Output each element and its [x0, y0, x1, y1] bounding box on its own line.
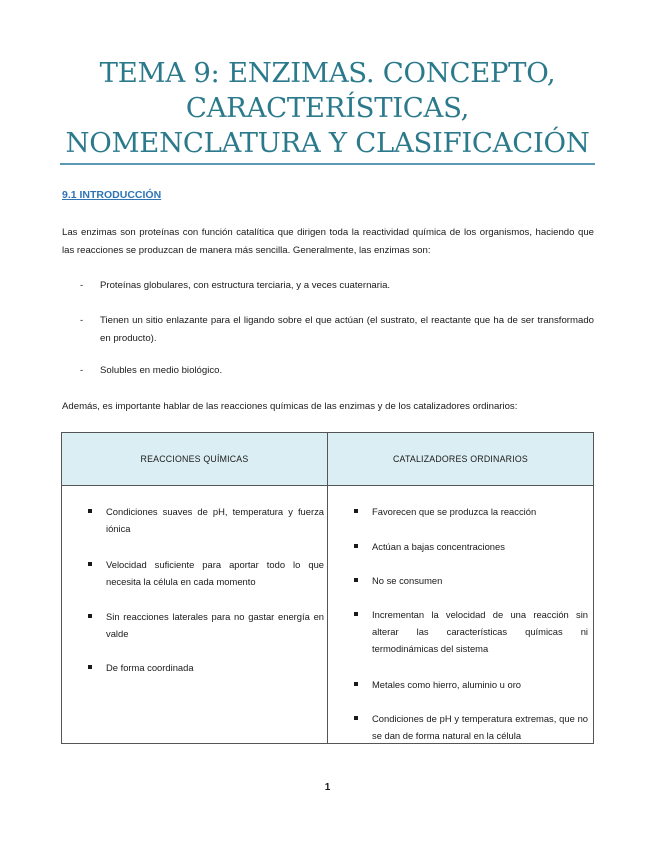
- square-bullet-icon: [354, 682, 358, 686]
- table-bullet-item: [88, 503, 324, 537]
- square-bullet-icon: [354, 544, 358, 548]
- list-item-text: Tienen un sitio enlazante para el ligando sobre el que actúan (el sustrato, el reactante que ha de ser transformado en producto).: [100, 315, 594, 344]
- bullet-text: Actúan a bajas concentraciones: [372, 541, 505, 552]
- table-bullet-item: [354, 710, 588, 744]
- bullet-text: Favorecen que se produzca la reacción: [372, 506, 537, 517]
- bullet-text: Metales como hierro, aluminio u oro: [372, 679, 522, 690]
- dash-bullet: -: [80, 315, 84, 326]
- comparison-table: [61, 432, 594, 744]
- bullet-text: Condiciones de pH y temperatura extremas, que no se dan de forma natural en la célula: [372, 713, 588, 741]
- bullet-text: No se consumen: [372, 575, 443, 586]
- list-item-text: Solubles en medio biológico.: [100, 365, 223, 376]
- square-bullet-icon: [354, 612, 358, 616]
- page-title: TEMA 9: ENZIMAS. CONCEPTO, CARACTERÍSTICAS, NOMENCLATURA Y CLASIFICACIÓN: [65, 57, 590, 159]
- list-item: [80, 277, 594, 295]
- square-bullet-icon: [354, 716, 358, 720]
- table-bullet-item: [88, 556, 324, 590]
- page-number: 1: [324, 782, 331, 793]
- bullet-text: Condiciones suaves de pH, temperatura y fuerza iónica: [106, 506, 324, 534]
- square-bullet-icon: [354, 578, 358, 582]
- bullet-text: Incrementan la velocidad de una reacción sin alterar las características químicas ni termodinámicas del sistema: [372, 609, 588, 654]
- table-bullet-item: [354, 572, 588, 589]
- table-bullet-item: [88, 608, 324, 642]
- square-bullet-icon: [354, 509, 358, 513]
- square-bullet-icon: [88, 562, 92, 566]
- table-bullet-item: [88, 659, 324, 676]
- note-paragraph: Además, es importante hablar de las reacciones químicas de las enzimas y de los catalizadores ordinarios:: [62, 401, 518, 412]
- list-item-text: Proteínas globulares, con estructura terciaria, y a veces cuaternaria.: [100, 280, 391, 291]
- dash-bullet: -: [80, 365, 84, 376]
- square-bullet-icon: [88, 665, 92, 669]
- square-bullet-icon: [88, 509, 92, 513]
- square-bullet-icon: [88, 614, 92, 618]
- list-item: [80, 362, 594, 380]
- table-bullet-item: [354, 503, 588, 520]
- title-divider: [60, 163, 595, 165]
- section-heading: 9.1 INTRODUCCIÓN: [62, 189, 162, 201]
- bullet-text: Velocidad suficiente para aportar todo lo que necesita la célula en cada momento: [106, 559, 324, 587]
- table-bullet-item: [354, 606, 588, 657]
- bullet-text: Sin reacciones laterales para no gastar energía en valde: [106, 611, 324, 639]
- dash-bullet: -: [80, 280, 84, 291]
- bullet-text: De forma coordinada: [106, 662, 194, 673]
- column-header-catalizadores: CATALIZADORES ORDINARIOS: [328, 433, 593, 486]
- intro-paragraph: Las enzimas son proteínas con función catalítica que dirigen toda la reactividad química de los organismos, haciendo que las reacciones se produzcan de manera más sencilla. Generalmente, las enzimas son:: [62, 227, 594, 256]
- table-bullet-item: [354, 676, 588, 693]
- list-item: [80, 312, 594, 348]
- column-divider: [327, 486, 328, 744]
- table-bullet-item: [354, 538, 588, 555]
- column-header-reacciones: REACCIONES QUÍMICAS: [62, 433, 328, 486]
